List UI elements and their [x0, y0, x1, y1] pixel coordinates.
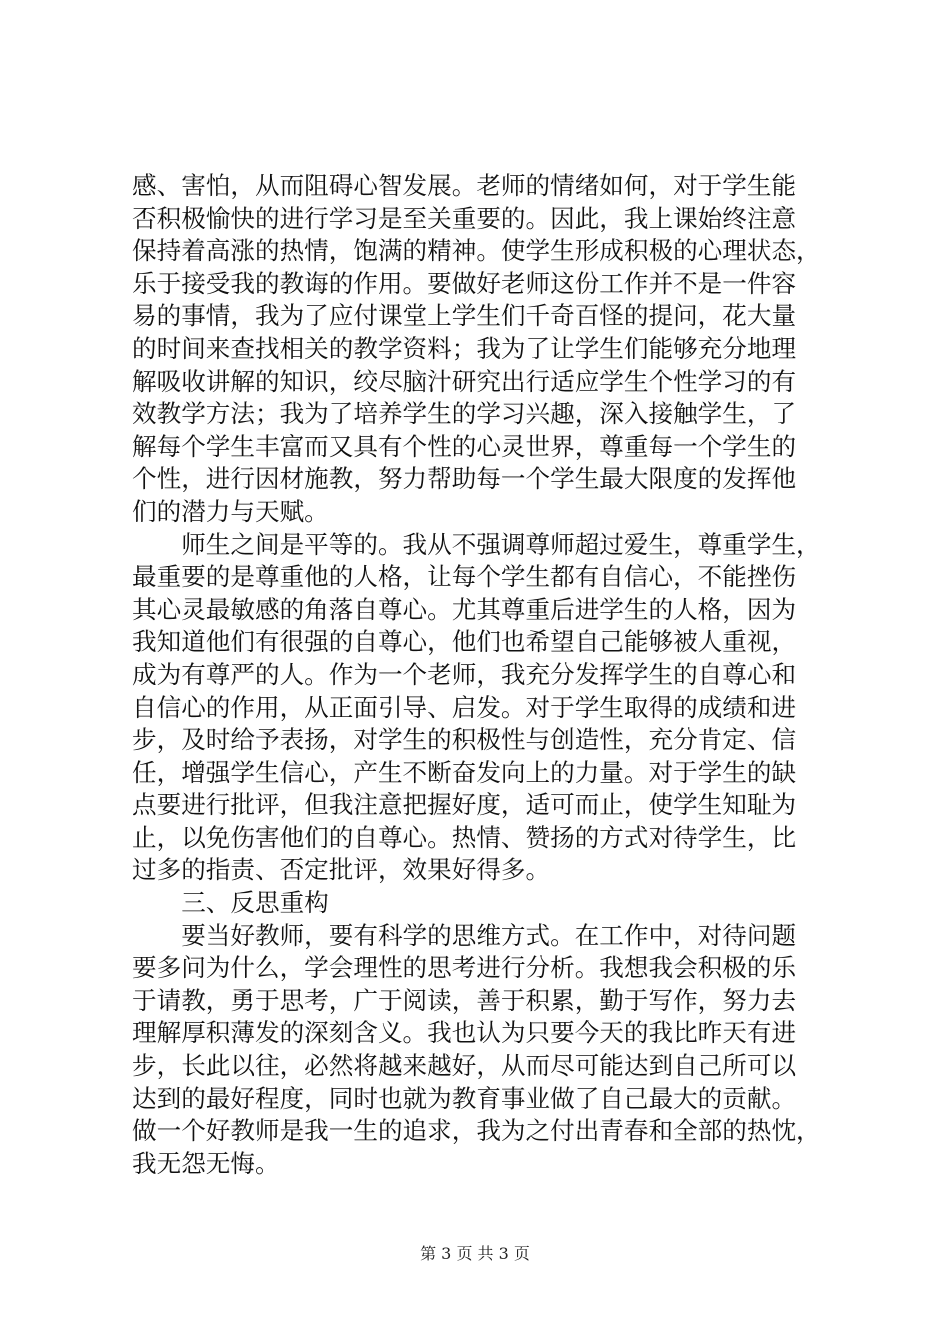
text-line: 效教学方法；我为了培养学生的学习兴趣，深入接触学生，了 [132, 399, 797, 429]
paragraph-start-line: 师生之间是平等的。我从不强调尊师超过爱生，尊重学生， [132, 529, 821, 559]
page-number-footer: 第 3 页 共 3 页 [420, 1244, 530, 1263]
text-line: 们的潜力与天赋。 [132, 496, 329, 526]
text-line: 否积极愉快的进行学习是至关重要的。因此，我上课始终注意 [132, 203, 797, 233]
text-line: 最重要的是尊重他的人格，让每个学生都有自信心，不能挫伤 [132, 562, 797, 592]
text-line: 感、害怕，从而阻碍心智发展。老师的情绪如何，对于学生能 [132, 171, 797, 200]
text-line: 乐于接受我的教诲的作用。要做好老师这份工作并不是一件容 [132, 268, 797, 298]
text-line: 过多的指责、否定批评，效果好得多。 [132, 855, 551, 885]
text-line: 易的事情，我为了应付课堂上学生们千奇百怪的提问，花大量 [132, 301, 797, 331]
text-line: 其心灵最敏感的角落自尊心。尤其尊重后进学生的人格，因为 [132, 594, 797, 624]
text-line: 达到的最好程度，同时也就为教育事业做了自己最大的贡献。 [132, 1083, 797, 1113]
text-line: 要多问为什么，学会理性的思考进行分析。我想我会积极的乐 [132, 953, 797, 983]
text-line: 解每个学生丰富而又具有个性的心灵世界，尊重每一个学生的 [132, 431, 797, 461]
paragraph-start-line: 要当好教师，要有科学的思维方式。在工作中，对待问题 [132, 920, 797, 950]
text-line: 做一个好教师是我一生的追求，我为之付出青春和全部的热忱， [132, 1116, 821, 1146]
text-line: 解吸收讲解的知识，绞尽脑汁研究出行适应学生个性学习的有 [132, 366, 797, 396]
text-line: 成为有尊严的人。作为一个老师，我充分发挥学生的自尊心和 [132, 659, 797, 689]
text-line: 任，增强学生信心，产生不断奋发向上的力量。对于学生的缺 [132, 757, 797, 787]
text-line: 的时间来查找相关的教学资料；我为了让学生们能够充分地理 [132, 333, 797, 363]
text-line: 止，以免伤害他们的自尊心。热情、赞扬的方式对待学生，比 [132, 822, 797, 852]
text-line: 个性，进行因材施教，努力帮助每一个学生最大限度的发挥他 [132, 464, 797, 494]
text-line: 自信心的作用，从正面引导、启发。对于学生取得的成绩和进 [132, 692, 797, 722]
text-line: 点要进行批评，但我注意把握好度，适可而止，使学生知耻为 [132, 790, 797, 820]
text-line: 我无怨无悔。 [132, 1148, 280, 1178]
text-line: 我知道他们有很强的自尊心，他们也希望自己能够被人重视， [132, 627, 797, 657]
text-line: 步，长此以往，必然将越来越好，从而尽可能达到自己所可以 [132, 1051, 797, 1081]
text-line: 于请教，勇于思考，广于阅读，善于积累，勤于写作，努力去 [132, 985, 797, 1015]
section-heading: 三、反思重构 [132, 888, 329, 918]
text-line: 理解厚积薄发的深刻含义。我也认为只要今天的我比昨天有进 [132, 1018, 797, 1048]
body-text [132, 170, 822, 1180]
text-line: 步，及时给予表扬，对学生的积极性与创造性，充分肯定、信 [132, 725, 797, 755]
text-line: 保持着高涨的热情，饱满的精神。使学生形成积极的心理状态， [132, 236, 821, 266]
